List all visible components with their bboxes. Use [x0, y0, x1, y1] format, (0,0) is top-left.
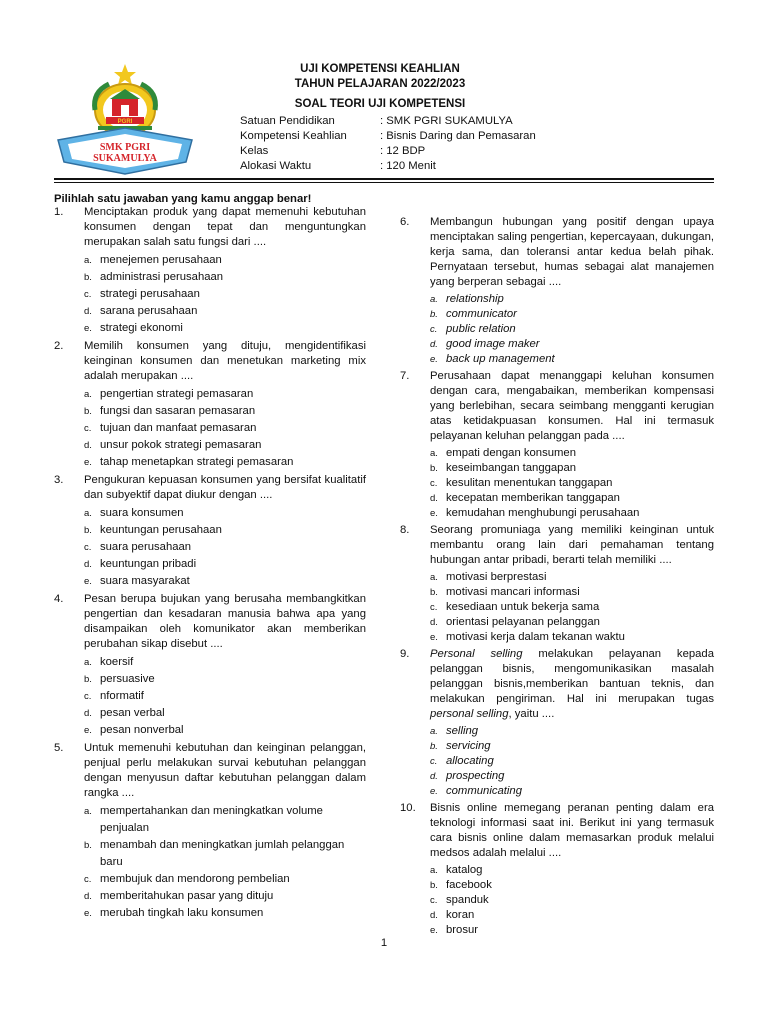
option-letter: c. [84, 874, 92, 885]
option-text: pesan nonverbal [100, 724, 184, 736]
answer-option [84, 871, 366, 888]
option-letter: a. [84, 255, 92, 266]
option-text: back up management [446, 353, 555, 365]
answer-options [84, 803, 366, 922]
question-column-left [54, 205, 366, 924]
answer-options [84, 252, 366, 337]
answer-option [430, 863, 714, 878]
question-number: 1. [54, 206, 64, 218]
question-item [400, 215, 714, 367]
option-letter: d. [430, 617, 438, 628]
question-text-part: melakukan pelayanan kepada pelanggan bisnis, mengomunikasikan masalah pelanggan bisnis,memberikan bantuan teknis, dan melakukan pengiriman. Hal ini merupakan tugas [430, 648, 714, 705]
option-text: servicing [446, 740, 491, 752]
option-letter: d. [430, 771, 438, 782]
option-letter: d. [84, 559, 92, 570]
answer-option [430, 754, 714, 769]
answer-option [430, 292, 714, 307]
option-text: pesan verbal [100, 707, 165, 719]
info-label: Kompetensi Keahlian [240, 130, 347, 142]
answer-option [84, 505, 366, 522]
question-text: Memilih konsumen yang dituju, mengidentifikasi keinginan konsumen dan menetukan marketing mix adalah merupakan .... [84, 340, 366, 382]
option-letter: e. [430, 632, 438, 643]
option-text: orientasi pelayanan pelanggan [446, 616, 600, 628]
school-logo [54, 62, 196, 176]
question-item [400, 523, 714, 645]
option-text: administrasi perusahaan [100, 271, 224, 283]
option-letter: a. [430, 726, 438, 737]
answer-option [430, 878, 714, 893]
option-text: allocating [446, 755, 494, 767]
option-text: facebook [446, 879, 492, 891]
option-text: mempertahankan dan meningkatkan volume penjualan [100, 805, 323, 834]
option-letter: c. [84, 423, 92, 434]
option-letter: d. [430, 493, 438, 504]
option-letter: a. [430, 865, 438, 876]
answer-option [84, 573, 366, 590]
option-text: strategi perusahaan [100, 288, 200, 300]
option-text: fungsi dan sasaran pemasaran [100, 405, 256, 417]
option-letter: e. [430, 354, 438, 365]
answer-options [430, 446, 714, 521]
answer-option [430, 615, 714, 630]
question-text: Pesan berupa bujukan yang berusaha membangkitkan pengertian dan kesadaran manusia bahwa apa yang disampaikan oleh komunikator akan memberikan perubahan sikap disebut .... [84, 593, 366, 650]
instruction-text: Pilihlah satu jawaban yang kamu anggap benar! [54, 193, 312, 205]
answer-option [84, 654, 366, 671]
option-text: suara masyarakat [100, 575, 190, 587]
answer-option [84, 888, 366, 905]
answer-options [84, 505, 366, 590]
option-text: good image maker [446, 338, 540, 350]
option-letter: c. [430, 324, 438, 335]
option-letter: b. [84, 525, 92, 536]
option-letter: e. [430, 925, 438, 936]
option-text: keuntungan pribadi [100, 558, 197, 570]
answer-option [430, 724, 714, 739]
option-letter: e. [430, 786, 438, 797]
svg-text:SUKAMULYA: SUKAMULYA [93, 153, 157, 164]
option-text: tujuan dan manfaat pemasaran [100, 422, 257, 434]
question-item [400, 647, 714, 799]
option-text: relationship [446, 293, 504, 305]
question-text: Bisnis online memegang peranan penting dalam era teknologi informasi saat ini. Berikut ini yang termasuk cara bisnis online dalam memasarkan produk melalui medsos adalah melalui .... [430, 802, 714, 859]
info-label: Kelas [240, 145, 269, 157]
answer-option [430, 337, 714, 352]
option-letter: b. [84, 674, 92, 685]
option-letter: b. [84, 406, 92, 417]
answer-option [84, 437, 366, 454]
option-letter: b. [84, 840, 92, 851]
answer-option [84, 269, 366, 286]
answer-option [84, 671, 366, 688]
question-number: 6. [400, 216, 410, 228]
header-divider [54, 178, 714, 180]
option-letter: c. [84, 542, 92, 553]
answer-option [84, 252, 366, 269]
answer-option [84, 420, 366, 437]
info-row [240, 114, 560, 129]
info-value: : 120 Menit [380, 160, 436, 172]
option-text: suara perusahaan [100, 541, 192, 553]
option-text: keseimbangan tanggapan [446, 462, 577, 474]
answer-option [430, 585, 714, 600]
question-text [430, 647, 714, 722]
question-number: 10. [400, 802, 416, 814]
answer-option [84, 454, 366, 471]
answer-option [430, 461, 714, 476]
option-letter: b. [430, 587, 438, 598]
option-letter: e. [84, 725, 92, 736]
answer-option [84, 688, 366, 705]
option-text: nformatif [100, 690, 144, 702]
option-letter: b. [84, 272, 92, 283]
option-text: spanduk [446, 894, 489, 906]
answer-option [430, 446, 714, 461]
option-letter: a. [430, 572, 438, 583]
answer-option [430, 630, 714, 645]
answer-option [84, 837, 366, 871]
option-text: motivasi berprestasi [446, 571, 547, 583]
question-number: 9. [400, 648, 410, 660]
answer-option [84, 539, 366, 556]
option-letter: e. [430, 508, 438, 519]
option-text: membujuk dan mendorong pembelian [100, 873, 290, 885]
answer-option [84, 403, 366, 420]
question-item [400, 369, 714, 521]
answer-options [84, 386, 366, 471]
question-text-part: , yaitu .... [508, 708, 555, 720]
question-number: 4. [54, 593, 64, 605]
info-value: : Bisnis Daring dan Pemasaran [380, 130, 536, 142]
svg-text:PGRI: PGRI [117, 119, 133, 125]
exam-subtitle: SOAL TEORI UJI KOMPETENSI [294, 98, 466, 110]
option-letter: d. [84, 306, 92, 317]
info-value: : SMK PGRI SUKAMULYA [380, 115, 513, 127]
question-item [54, 473, 366, 590]
info-label: Satuan Pendidikan [240, 115, 335, 127]
option-letter: b. [430, 741, 438, 752]
answer-option [430, 600, 714, 615]
option-text: menambah dan meningkatkan jumlah pelanggan baru [100, 839, 345, 868]
option-text: unsur pokok strategi pemasaran [100, 439, 262, 451]
option-letter: e. [84, 323, 92, 334]
question-item [54, 205, 366, 337]
option-text: public relation [446, 323, 516, 335]
question-number: 2. [54, 340, 64, 352]
option-letter: a. [84, 389, 92, 400]
option-letter: d. [430, 339, 438, 350]
question-number: 7. [400, 370, 410, 382]
option-letter: c. [430, 895, 438, 906]
question-number: 8. [400, 524, 410, 536]
answer-option [84, 705, 366, 722]
answer-option [430, 908, 714, 923]
answer-options [430, 570, 714, 645]
option-text: sarana perusahaan [100, 305, 198, 317]
answer-option [84, 386, 366, 403]
option-letter: a. [430, 294, 438, 305]
option-text: suara konsumen [100, 507, 184, 519]
answer-option [84, 556, 366, 573]
option-text: merubah tingkah laku konsumen [100, 907, 264, 919]
option-letter: a. [430, 448, 438, 459]
question-item [54, 339, 366, 471]
option-text: motivasi kerja dalam tekanan waktu [446, 631, 625, 643]
option-letter: c. [84, 691, 92, 702]
option-letter: a. [84, 657, 92, 668]
answer-option [430, 307, 714, 322]
header-divider-thin [54, 182, 714, 183]
option-text: communicating [446, 785, 522, 797]
page-number: 1 [380, 937, 388, 949]
star-icon [114, 64, 136, 85]
question-number: 3. [54, 474, 64, 486]
option-text: katalog [446, 864, 483, 876]
answer-option [84, 905, 366, 922]
option-letter: d. [84, 891, 92, 902]
exam-info-table [240, 114, 560, 174]
question-column-right [400, 205, 714, 940]
option-letter: d. [430, 910, 438, 921]
answer-option [430, 893, 714, 908]
question-item [54, 592, 366, 739]
question-text-part: Personal selling [430, 648, 523, 660]
answer-option [430, 739, 714, 754]
option-text: pengertian strategi pemasaran [100, 388, 254, 400]
answer-option [84, 722, 366, 739]
info-row [240, 129, 560, 144]
answer-option [430, 352, 714, 367]
option-letter: d. [84, 440, 92, 451]
option-letter: c. [430, 756, 438, 767]
option-letter: c. [430, 602, 438, 613]
option-letter: e. [84, 576, 92, 587]
info-row [240, 159, 560, 174]
answer-option [430, 322, 714, 337]
academic-year: TAHUN PELAJARAN 2022/2023 [294, 78, 466, 90]
option-letter: b. [430, 463, 438, 474]
option-text: motivasi mancari informasi [446, 586, 580, 598]
option-letter: a. [84, 806, 92, 817]
option-text: prospecting [446, 770, 505, 782]
question-text: Untuk memenuhi kebutuhan dan keinginan pelanggan, penjual perlu melakukan survai kebutuhan pelanggan dengan menyusun daftar kebutuhan pelanggan dalam rangka .... [84, 742, 366, 799]
question-number: 5. [54, 742, 64, 754]
answer-option [84, 303, 366, 320]
option-text: memberitahukan pasar yang dituju [100, 890, 274, 902]
option-letter: d. [84, 708, 92, 719]
option-text: menejemen perusahaan [100, 254, 222, 266]
option-letter: e. [84, 908, 92, 919]
answer-options [430, 863, 714, 938]
question-item [400, 801, 714, 938]
exam-title: UJI KOMPETENSI KEAHLIAN [300, 63, 460, 75]
answer-option [430, 570, 714, 585]
option-letter: e. [84, 457, 92, 468]
option-text: selling [446, 725, 479, 737]
option-text: brosur [446, 924, 479, 936]
info-row [240, 144, 560, 159]
answer-option [84, 522, 366, 539]
svg-text:SMK PGRI: SMK PGRI [99, 142, 151, 153]
option-letter: b. [430, 309, 438, 320]
option-text: empati dengan konsumen [446, 447, 577, 459]
option-letter: c. [430, 478, 438, 489]
answer-option [430, 769, 714, 784]
question-item [54, 741, 366, 922]
option-text: tahap menetapkan strategi pemasaran [100, 456, 294, 468]
question-text-part: personal selling [430, 708, 509, 720]
option-text: keuntungan perusahaan [100, 524, 222, 536]
answer-option [430, 784, 714, 799]
answer-options [430, 724, 714, 799]
option-letter: b. [430, 880, 438, 891]
option-text: strategi ekonomi [100, 322, 183, 334]
answer-option [430, 476, 714, 491]
option-text: kesulitan menentukan tanggapan [446, 477, 613, 489]
option-text: kecepatan memberikan tanggapan [446, 492, 620, 504]
option-text: koersif [100, 656, 134, 668]
option-text: kesediaan untuk bekerja sama [446, 601, 600, 613]
answer-option [84, 320, 366, 337]
answer-option [430, 506, 714, 521]
question-text: Perusahaan dapat menanggapi keluhan konsumen dengan cara, mengabaikan, memberikan kompensasi yang berlebihan, secara seimbang mengganti kerugian atas ketidakpuasan konsumen. Hal ini termasuk pelayanan keluhan pelanggan pada .... [430, 370, 714, 442]
info-label: Alokasi Waktu [240, 160, 312, 172]
option-text: persuasive [100, 673, 155, 685]
answer-options [84, 654, 366, 739]
option-text: kemudahan menghubungi perusahaan [446, 507, 640, 519]
info-value: : 12 BDP [380, 145, 426, 157]
option-text: communicator [446, 308, 517, 320]
question-text: Pengukuran kepuasan konsumen yang bersifat kualitatif dan subyektif dapat diukur dengan .... [84, 474, 366, 501]
option-letter: c. [84, 289, 92, 300]
answer-options [430, 292, 714, 367]
question-text: Membangun hubungan yang positif dengan upaya menciptakan saling pengertian, kepercayaan, dukungan, kerja sama, dan toleransi antar kedua belah pihak. Pernyataan tersebut, humas sebagai alat manajemen yang berperan sebagai .... [430, 216, 714, 288]
answer-option [84, 286, 366, 303]
question-text: Menciptakan produk yang dapat memenuhi kebutuhan konsumen dengan tepat dan menguntungkan merupakan salah satu fungsi dari .... [84, 206, 366, 248]
answer-option [84, 803, 366, 837]
question-text: Seorang promuniaga yang memiliki keinginan untuk membantu orang lain dari pemahaman tentang hubungan antar pribadi, berarti telah memiliki .... [430, 524, 714, 566]
option-letter: a. [84, 508, 92, 519]
answer-option [430, 491, 714, 506]
option-text: koran [446, 909, 475, 921]
